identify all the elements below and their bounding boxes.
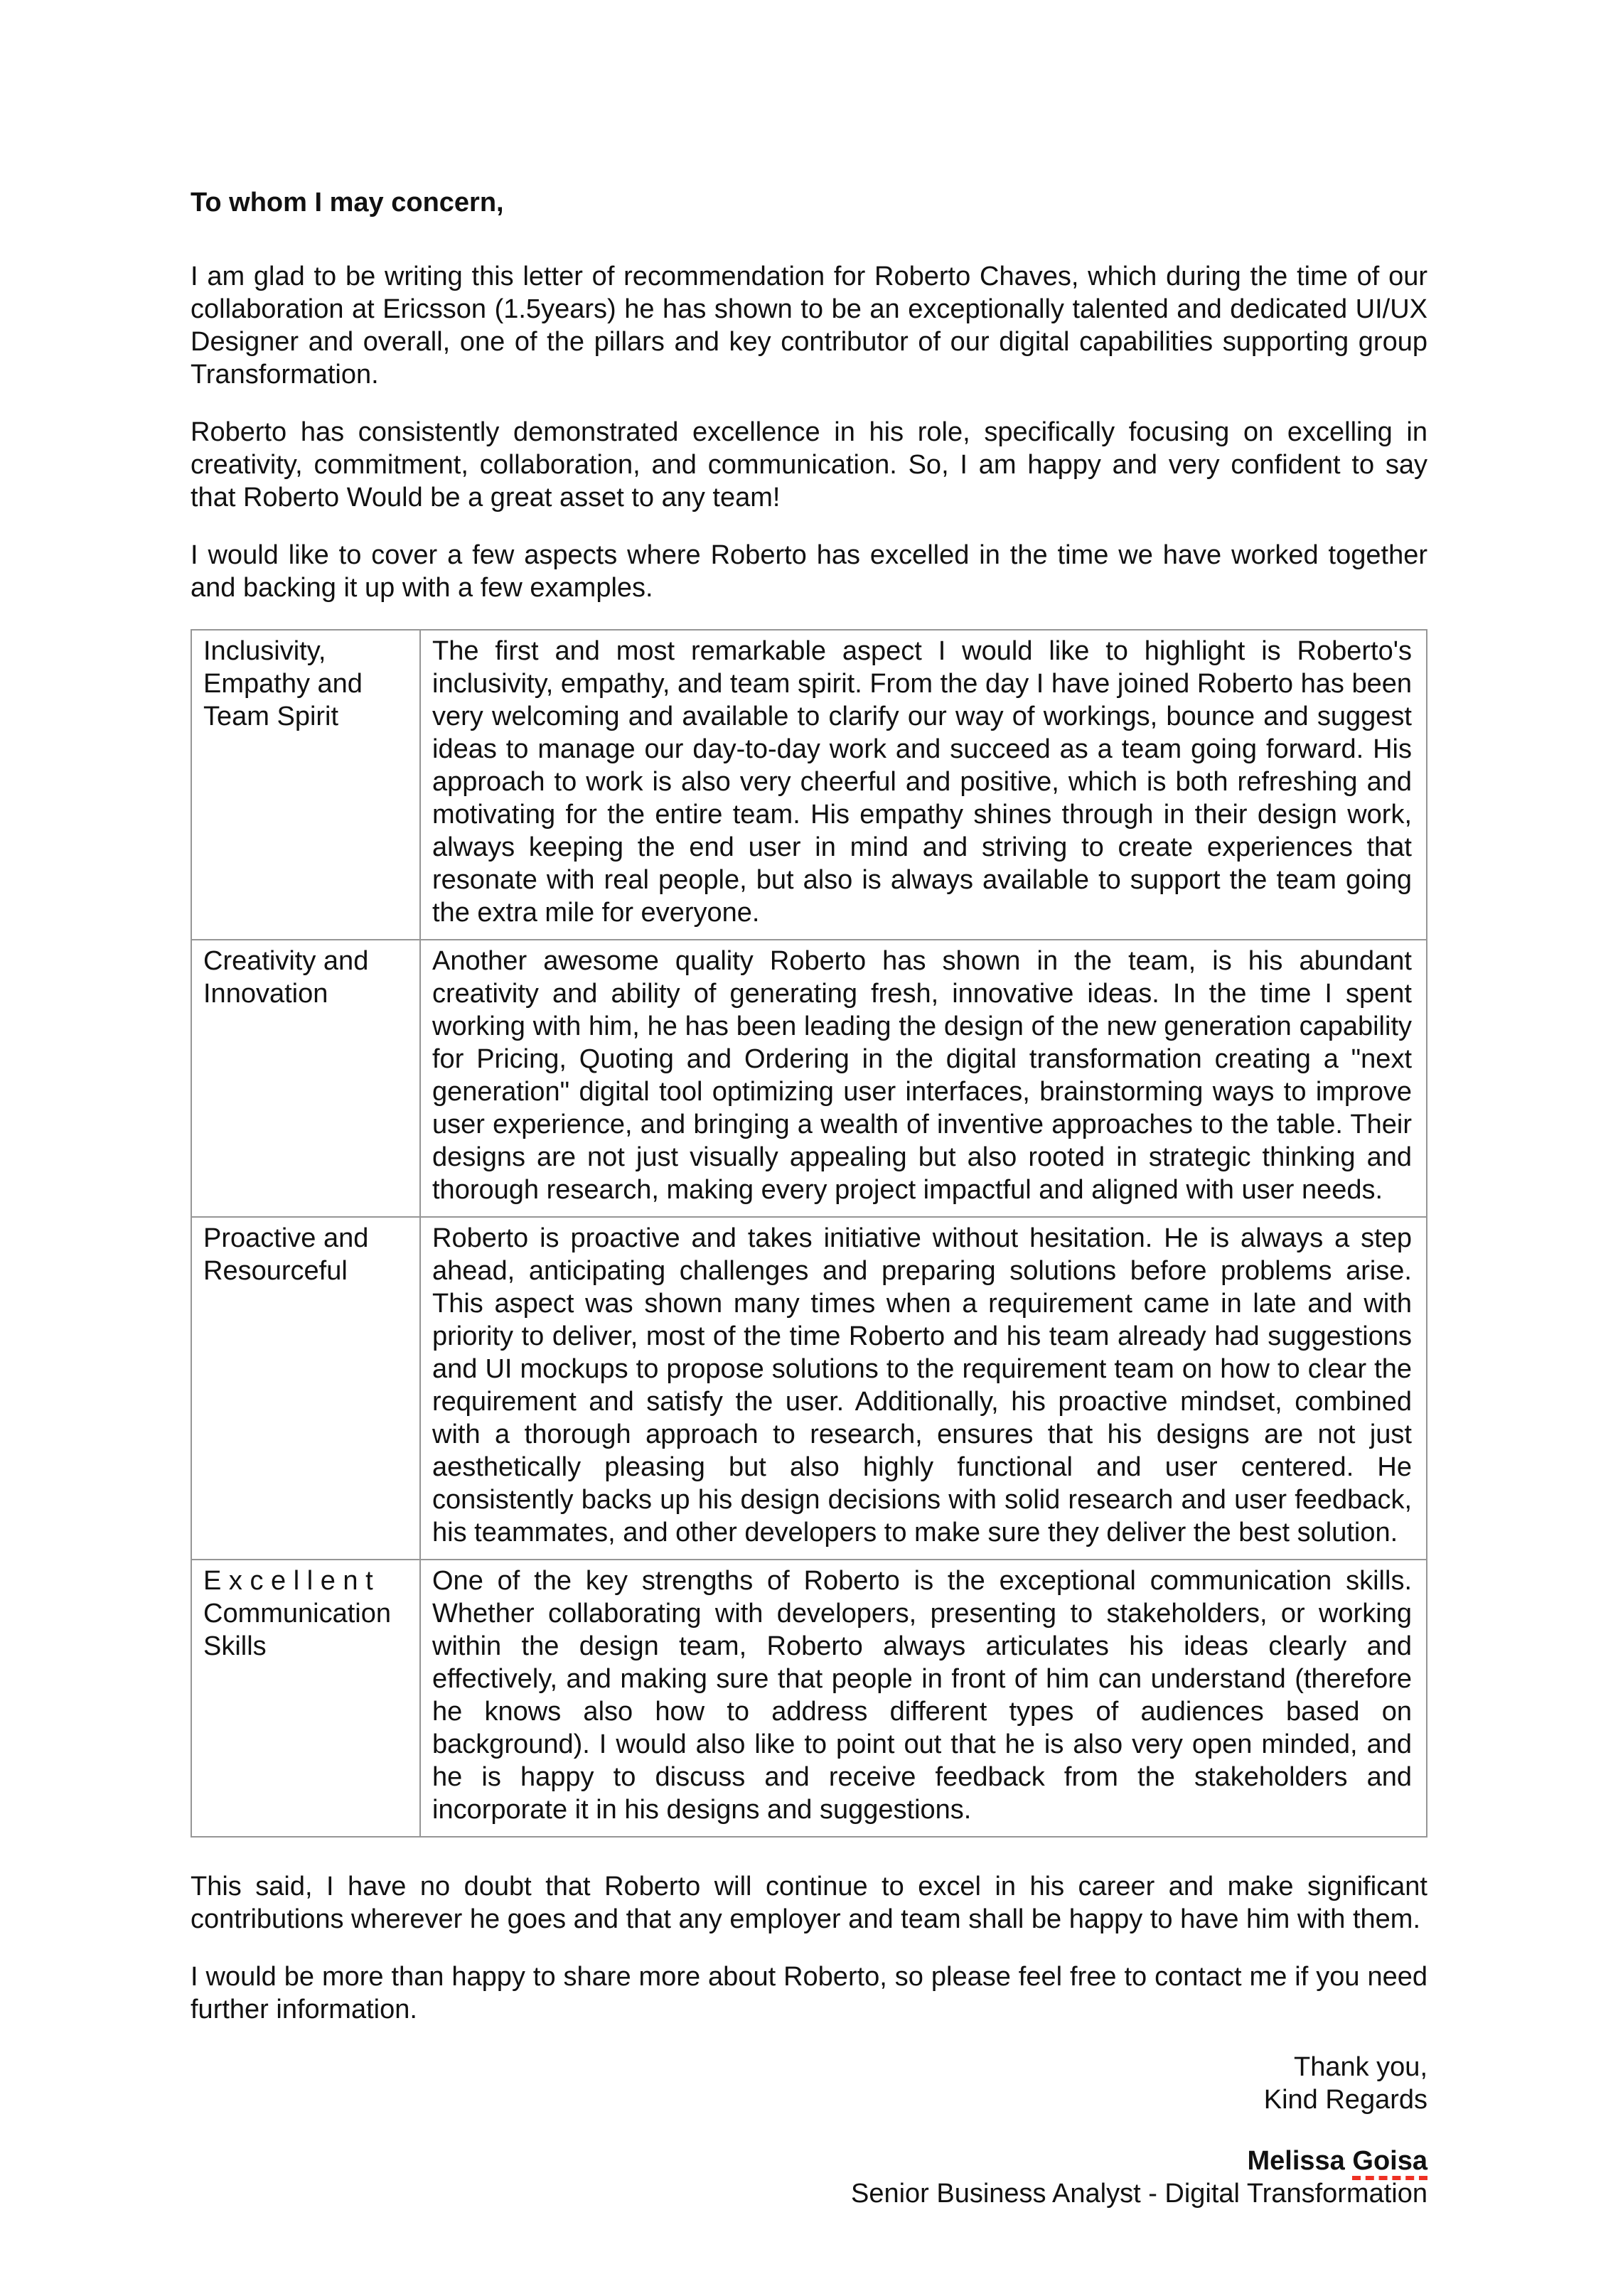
closing-paragraph-1: This said, I have no doubt that Roberto will continue to excel in his career and make significant contributions wherever he goes and that any employer and team shall be happy to have him with them. [191, 1872, 1427, 1934]
intro-paragraph-3: I would like to cover a few aspects where Roberto has excelled in the time we have worked together and backing it up with a few examples. [191, 540, 1427, 603]
signature-thanks: Thank you, [1294, 2052, 1427, 2082]
aspects-table [191, 629, 1427, 1838]
aspect-body-proactive: Roberto is proactive and takes initiative without hesitation. He is always a step ahead, anticipating challenges and preparing solutions before problems arise. This aspect was shown many times when a requirement came in late and with priority to deliver, most of the time Roberto and his team already had suggestions and UI mockups to propose solutions to the requirement team on how to clear the requirement and satisfy the user. Additionally, his proactive mindset, combined with a thorough approach to research, ensures that his designs are not just aesthetically pleasing but also highly functional and user centered. He consistently backs up his design decisions with solid research and user feedback, his teammates, and other developers to make sure they deliver the best solution. [420, 1217, 1427, 1560]
table-row-communication [191, 1560, 1427, 1837]
signature-name-first: Melissa [1247, 2146, 1345, 2176]
table-row-creativity [191, 940, 1427, 1217]
closing-paragraph-2: I would be more than happy to share more about Roberto, so please feel free to contact me if you need further information. [191, 1962, 1427, 2024]
signature-regards: Kind Regards [1263, 2085, 1427, 2115]
signature-name [191, 2145, 1427, 2177]
table-row-inclusivity [191, 630, 1427, 940]
aspect-body-creativity: Another awesome quality Roberto has shown in the team, is his abundant creativity and ability of generating fresh, innovative ideas. In the time I spent working with him, he has been leading the design of the new generation capability for Pricing, Quoting and Ordering in the digital transformation creating a "next generation" digital tool optimizing user interfaces, brainstorming ways to improve user experience, and bringing a wealth of inventive approaches to the table. Their designs are not just visually appealing but also rooted in strategic thinking and thorough research, making every project impactful and aligned with user needs. [420, 940, 1427, 1217]
intro-paragraph-2: Roberto has consistently demonstrated excellence in his role, specifically focusing on excelling in creativity, commitment, collaboration, and communication. So, I am happy and very confident to say that Roberto Would be a great asset to any team! [191, 417, 1427, 513]
signature-block [191, 2051, 1427, 2210]
aspect-body-communication: One of the key strengths of Roberto is the exceptional communication skills. Whether collaborating with developers, presenting to stakeholders, or working within the design team, Roberto always articulates his ideas clearly and effectively, and making sure that people in front of him can understand (therefore he knows also how to address different types of audiences based on background). I would also like to point out that he is also very open minded, and he is happy to discuss and receive feedback from the stakeholders and incorporate it in his designs and suggestions. [420, 1560, 1427, 1837]
intro-paragraph-1: I am glad to be writing this letter of recommendation for Roberto Chaves, which during the time of our collaboration at Ericsson (1.5years) he has shown to be an exceptionally talented and dedicated UI/UX Designer and overall, one of the pillars and key contributor of our digital capabilities supporting group Transformation. [191, 262, 1427, 390]
aspect-body-inclusivity: The first and most remarkable aspect I would like to highlight is Roberto's inclusivity, empathy, and team spirit. From the day I have joined Roberto has been very welcoming and available to clarify our way of workings, bounce and suggest ideas to manage our day-to-day work and succeed as a team going forward. His approach to work is also very cheerful and positive, which is both refreshing and motivating for the entire team. His empathy shines through in their design work, always keeping the end user in mind and striving to create experiences that resonate with real people, but also is always available to support the team going the extra mile for everyone. [420, 630, 1427, 940]
table-row-proactive [191, 1217, 1427, 1560]
signature-name-last: Goisa [1352, 2146, 1427, 2180]
signature-role: Senior Business Analyst - Digital Transformation [850, 2179, 1427, 2209]
aspect-title-inclusivity: Inclusivity, Empathy and Team Spirit [191, 630, 420, 940]
aspect-title-communication: E x c e l l e n t Communication Skills [191, 1560, 420, 1837]
aspect-title-creativity: Creativity and Innovation [191, 940, 420, 1217]
aspect-title-proactive: Proactive and Resourceful [191, 1217, 420, 1560]
salutation: To whom I may concern, [191, 188, 504, 218]
